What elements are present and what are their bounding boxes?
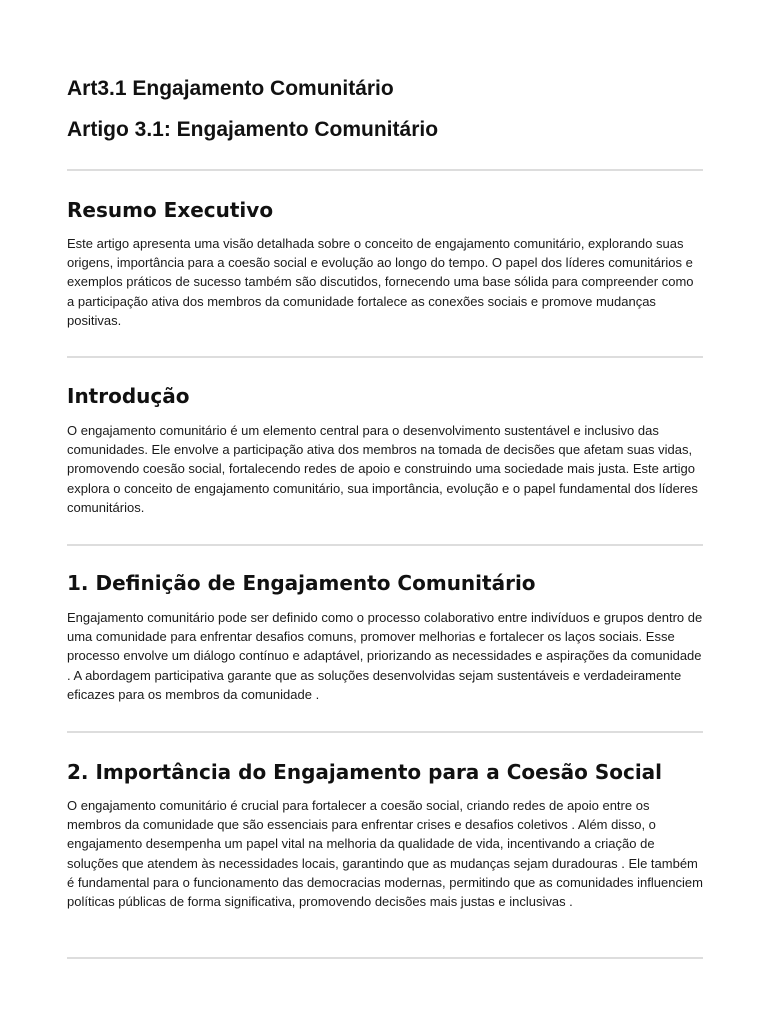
divider (67, 731, 703, 733)
section-body-resumo-executivo: Este artigo apresenta uma visão detalhada sobre o conceito de engajamento comunitário, explorando suas origens, importância para a coesão social e evolução ao longo do tempo. O papel dos líderes comunitários e exemplos práticos de sucesso também são discutidos, fornecendo uma base sólida para compreender como a participação ativa dos membros da comunidade fortalece as conexões sociais e promove mudanças positivas. (67, 236, 694, 328)
section-heading-resumo-executivo: Resumo Executivo (67, 198, 274, 222)
divider (67, 957, 703, 959)
divider (67, 544, 703, 546)
section-body-importancia: O engajamento comunitário é crucial para fortalecer a coesão social, criando redes de apoio entre os membros da comunidade que são essenciais para enfrentar crises e desafios coletivos . Além disso, o engajamento desempenha um papel vital na melhoria da qualidade de vida, incentivando a criação de soluções que atendem às necessidades locais, garantindo que as mudanças sejam duradouras . Ele também é fundamental para o funcionamento das democracias modernas, permitindo que as comunidades influenciem políticas públicas de forma significativa, promovendo decisões mais justas e inclusivas . (67, 798, 703, 910)
document-title: Art3.1 Engajamento Comunitário (67, 77, 394, 100)
section-body-introducao: O engajamento comunitário é um elemento central para o desenvolvimento sustentável e inclusivo das comunidades. Ele envolve a participação ativa dos membros na tomada de decisões que afetam suas vidas, promovendo coesão social, fortalecendo redes de apoio e construindo uma sociedade mais justa. Este artigo explora o conceito de engajamento comunitário, sua importância, evolução e o papel fundamental dos líderes comunitários. (67, 423, 698, 515)
section-body-definicao: Engajamento comunitário pode ser definido como o processo colaborativo entre indivíduos e grupos dentro de uma comunidade para enfrentar desafios comuns, promover melhorias e fortalecer os laços sociais. Esse processo envolve um diálogo contínuo e adaptável, priorizando as necessidades e aspirações da comunidade . A abordagem participativa garante que as soluções desenvolvidas sejam sustentáveis e verdadeiramente eficazes para os membros da comunidade . (67, 610, 703, 702)
section-heading-definicao: 1. Definição de Engajamento Comunitário (67, 571, 536, 595)
divider (67, 356, 703, 358)
article-title: Artigo 3.1: Engajamento Comunitário (67, 118, 439, 141)
divider (67, 169, 703, 171)
section-heading-importancia: 2. Importância do Engajamento para a Coesão Social (67, 760, 663, 784)
section-heading-introducao: Introdução (67, 384, 190, 408)
